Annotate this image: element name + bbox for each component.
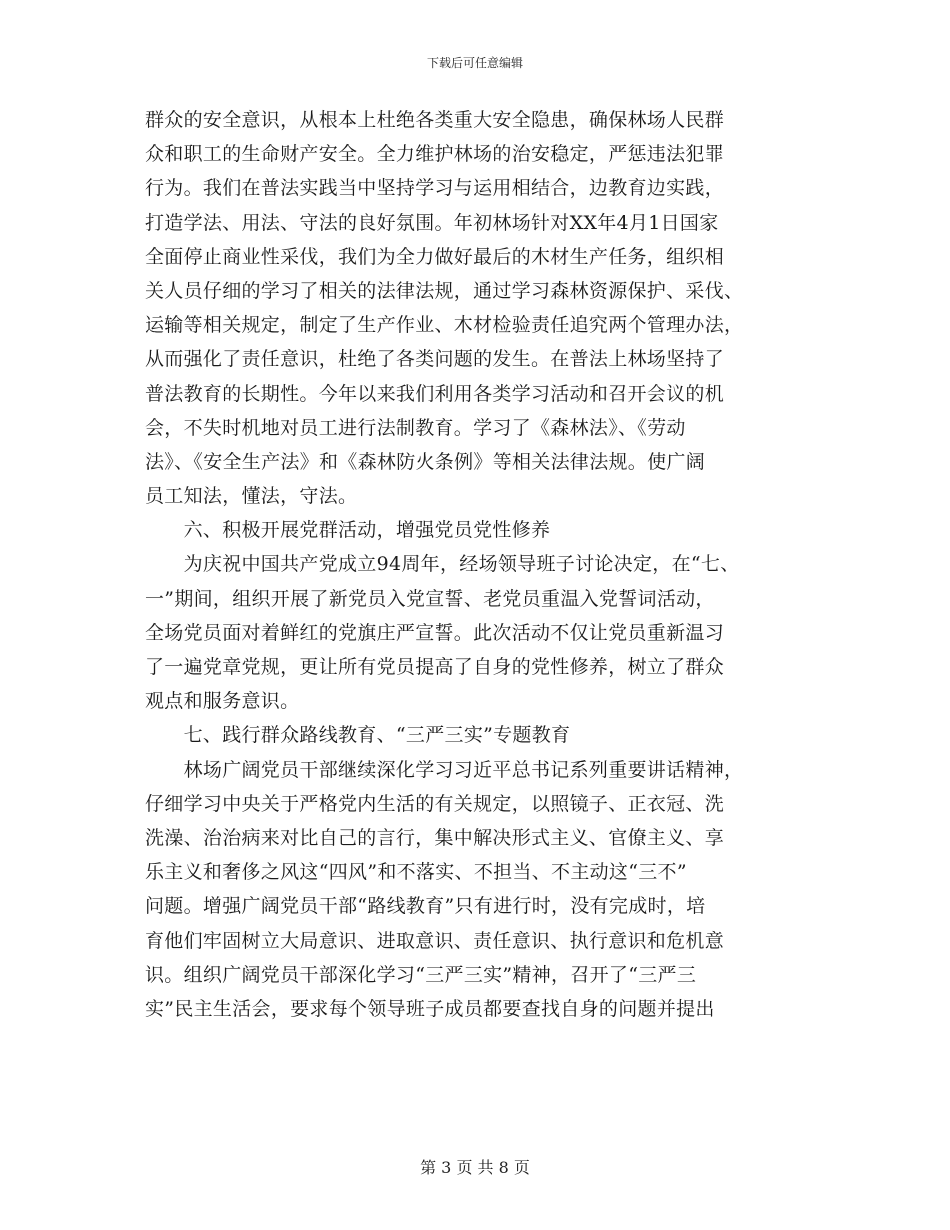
- text-line: 一”期间，组织开展了新党员入党宣誓、老党员重温入党誓词活动，: [145, 587, 715, 610]
- text-line: 观点和服务意识。: [145, 690, 300, 713]
- text-line: 从而强化了责任意识，杜绝了各类问题的发生。在普法上林场坚持了: [145, 348, 725, 371]
- text-line: 乐主义和奢侈之风这“四风”和不落实、不担当、不主动这“三不”: [145, 861, 687, 884]
- text-line: 问题。增强广阔党员干部“路线教育”只有进行时，没有完成时，培: [145, 895, 706, 918]
- text-line: 全面停止商业性采伐，我们为全力做好最后的木材生产任务，组织相: [145, 245, 725, 268]
- body-text: [145, 103, 825, 1026]
- text-line: 育他们牢固树立大局意识、进取意识、责任意识、执行意识和危机意: [145, 929, 725, 952]
- text-line: 群众的安全意识，从根本上杜绝各类重大安全隐患，确保林场人民群: [145, 109, 725, 131]
- text-line: 行为。我们在普法实践当中坚持学习与运用相结合，边教育边实践，: [145, 177, 725, 200]
- page-number: 第 3 页 共 8 页: [420, 1158, 530, 1177]
- section-heading-6: 六、积极开展党群活动，增强党员党性修养: [145, 519, 551, 542]
- text-line: 会，不失时机地对员工进行法制教育。学习了《森林法》、《劳动: [145, 416, 686, 439]
- text-line: 打造学法、用法、守法的良好氛围。年初林场针对XX年4月1日国家: [145, 211, 719, 234]
- text-line: 仔细学习中央关于严格党内生活的有关规定，以照镜子、正衣冠、洗: [145, 792, 725, 815]
- section-heading-7: 七、践行群众路线教育、“三严三实”专题教育: [145, 724, 571, 747]
- text-line: 为庆祝中国共产党成立94周年，经场领导班子讨论决定，在“七、: [145, 553, 740, 576]
- text-line: 洗澡、治治病来对比自己的言行，集中解决形式主义、官僚主义、享: [145, 826, 725, 849]
- text-line: 众和职工的生命财产安全。全力维护林场的治安稳定，严惩违法犯罪: [145, 143, 725, 166]
- text-line: 关人员仔细的学习了相关的法律法规，通过学习森林资源保护、采伐、: [145, 279, 744, 302]
- text-line: 运输等相关规定，制定了生产作业、木材检验责任追究两个管理办法，: [145, 314, 744, 337]
- text-line: 员工知法，懂法，守法。: [145, 485, 358, 508]
- text-line: 普法教育的长期性。今年以来我们利用各类学习活动和召开会议的机: [145, 382, 725, 405]
- page-header: 下载后可任意编辑: [426, 56, 523, 70]
- text-line: 实”民主生活会，要求每个领导班子成员都要查找自身的问题并提出: [145, 997, 715, 1020]
- text-line: 林场广阔党员干部继续深化学习习近平总书记系列重要讲话精神，: [145, 758, 744, 781]
- text-line: 识。组织广阔党员干部深化学习“三严三实”精神，召开了“三严三: [145, 963, 697, 986]
- text-line: 了一遍党章党规，更让所有党员提高了自身的党性修养，树立了群众: [145, 656, 725, 678]
- text-line: 全场党员面对着鲜红的党旗庄严宣誓。此次活动不仅让党员重新温习: [145, 621, 725, 644]
- text-line: 法》、《安全生产法》和《森林防火条例》等相关法律法规。使广阔: [145, 450, 706, 473]
